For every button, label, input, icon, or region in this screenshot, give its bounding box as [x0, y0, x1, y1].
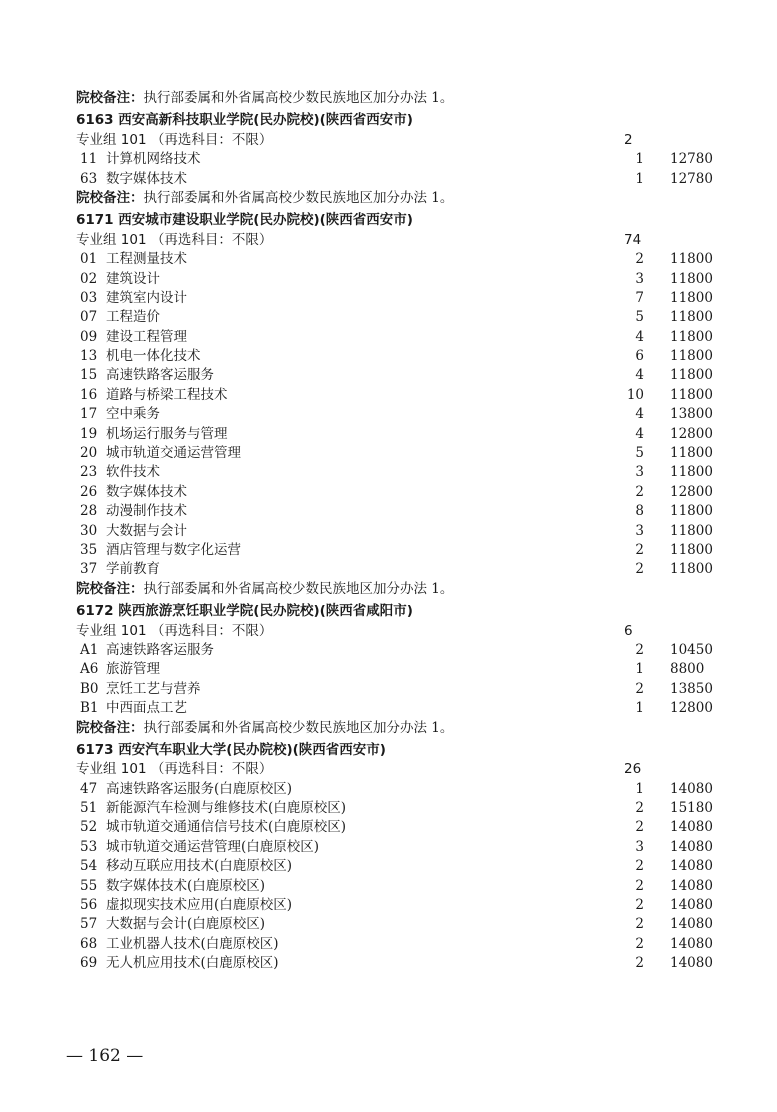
major-code: 68 — [80, 935, 98, 952]
tuition-fee: 12780 — [670, 151, 713, 168]
major-code: 19 — [80, 425, 98, 442]
tuition-fee: 12800 — [670, 483, 713, 500]
group-label: 专业组 101 （再选科目：不限） — [76, 131, 273, 148]
tuition-fee: 11800 — [670, 348, 713, 365]
major-row — [0, 250, 777, 269]
major-code: A1 — [80, 641, 99, 658]
plan-count: 5 — [635, 309, 644, 326]
major-row — [0, 935, 777, 954]
plan-count: 2 — [635, 800, 644, 817]
major-code: 63 — [80, 170, 98, 187]
tuition-fee: 11800 — [670, 386, 713, 403]
major-row — [0, 270, 777, 289]
major-name: 建筑设计 — [106, 270, 160, 287]
major-name: 动漫制作技术 — [106, 503, 187, 520]
major-row — [0, 541, 777, 560]
major-name: 烹饪工艺与营养 — [106, 680, 201, 697]
major-row — [0, 328, 777, 347]
major-group-header — [0, 231, 777, 250]
group-plan-count: 2 — [624, 131, 633, 148]
plan-count: 6 — [635, 348, 644, 365]
school-note — [0, 89, 777, 108]
school-note — [0, 189, 777, 208]
major-name: 旅游管理 — [106, 661, 160, 678]
tuition-fee: 8800 — [670, 661, 705, 678]
major-row — [0, 483, 777, 502]
major-name: 计算机网络技术 — [106, 151, 201, 168]
school-header: 6171 西安城市建设职业学院(民办院校)(陕西省西安市) — [76, 212, 413, 229]
major-row — [0, 641, 777, 660]
plan-count: 10 — [626, 386, 644, 403]
major-name: 机电一体化技术 — [106, 348, 201, 365]
tuition-fee: 11800 — [670, 289, 713, 306]
major-row — [0, 780, 777, 799]
major-row — [0, 660, 777, 679]
major-code: 51 — [80, 800, 98, 817]
tuition-fee: 14080 — [670, 935, 713, 952]
plan-count: 3 — [635, 270, 644, 287]
major-row — [0, 366, 777, 385]
major-row — [0, 289, 777, 308]
tuition-fee: 10450 — [670, 641, 713, 658]
major-name: 新能源汽车检测与维修技术(白鹿原校区) — [106, 800, 347, 817]
group-label: 专业组 101 （再选科目：不限） — [76, 622, 273, 639]
tuition-fee: 13800 — [670, 406, 713, 423]
major-row — [0, 170, 777, 189]
group-label: 专业组 101 （再选科目：不限） — [76, 231, 273, 248]
major-name: 移动互联应用技术(白鹿原校区) — [106, 858, 293, 875]
tuition-fee: 11800 — [670, 503, 713, 520]
major-code: 37 — [80, 561, 98, 578]
major-name: 城市轨道交通运营管理(白鹿原校区) — [106, 838, 320, 855]
major-code: 52 — [80, 819, 98, 836]
major-name: 高速铁路客运服务 — [106, 367, 214, 384]
tuition-fee: 11800 — [670, 309, 713, 326]
major-code: 16 — [80, 386, 98, 403]
plan-count: 2 — [635, 541, 644, 558]
tuition-fee: 11800 — [670, 561, 713, 578]
plan-count: 3 — [635, 464, 644, 481]
major-code: A6 — [80, 661, 99, 678]
tuition-fee: 12800 — [670, 700, 713, 717]
major-code: 13 — [80, 348, 98, 365]
major-code: 17 — [80, 406, 98, 423]
major-name: 虚拟现实技术应用(白鹿原校区) — [106, 897, 293, 914]
tuition-fee: 14080 — [670, 838, 713, 855]
tuition-fee: 11800 — [670, 522, 713, 539]
major-code: 69 — [80, 955, 98, 972]
plan-count: 2 — [635, 916, 644, 933]
plan-count: 8 — [635, 503, 644, 520]
plan-count: 2 — [635, 935, 644, 952]
tuition-fee: 14080 — [670, 955, 713, 972]
note-label: 院校备注： — [76, 719, 144, 736]
major-name: 道路与桥梁工程技术 — [106, 386, 228, 403]
tuition-fee: 11800 — [670, 464, 713, 481]
major-code: 53 — [80, 838, 98, 855]
major-row — [0, 386, 777, 405]
tuition-fee: 14080 — [670, 897, 713, 914]
major-name: 高速铁路客运服务 — [106, 641, 214, 658]
major-name: 大数据与会计 — [106, 522, 187, 539]
major-name: 数字媒体技术(白鹿原校区) — [106, 877, 266, 894]
major-code: 30 — [80, 522, 98, 539]
tuition-fee: 11800 — [670, 445, 713, 462]
major-name: 工业机器人技术(白鹿原校区) — [106, 935, 279, 952]
major-row — [0, 680, 777, 699]
major-row — [0, 522, 777, 541]
plan-count: 1 — [635, 700, 644, 717]
tuition-fee: 14080 — [670, 877, 713, 894]
tuition-fee: 11800 — [670, 367, 713, 384]
plan-count: 4 — [635, 367, 644, 384]
major-code: 20 — [80, 445, 98, 462]
plan-count: 1 — [635, 170, 644, 187]
major-group-header — [0, 622, 777, 641]
tuition-fee: 11800 — [670, 251, 713, 268]
tuition-fee: 14080 — [670, 819, 713, 836]
group-label: 专业组 101 （再选科目：不限） — [76, 761, 273, 778]
group-plan-count: 6 — [624, 622, 633, 639]
major-code: B1 — [80, 700, 99, 717]
plan-count: 2 — [635, 819, 644, 836]
major-code: 57 — [80, 916, 98, 933]
major-name: 建设工程管理 — [106, 328, 187, 345]
major-row — [0, 857, 777, 876]
plan-count: 4 — [635, 328, 644, 345]
major-name: 数字媒体技术 — [106, 170, 187, 187]
plan-count: 2 — [635, 561, 644, 578]
school-note — [0, 580, 777, 599]
note-label: 院校备注： — [76, 90, 144, 106]
admission-listing — [0, 89, 777, 974]
major-row — [0, 308, 777, 327]
plan-count: 2 — [635, 897, 644, 914]
major-row — [0, 915, 777, 934]
major-name: 学前教育 — [106, 561, 160, 578]
major-name: 建筑室内设计 — [106, 289, 187, 306]
major-row — [0, 405, 777, 424]
major-name: 城市轨道交通通信信号技术(白鹿原校区) — [106, 819, 347, 836]
major-row — [0, 896, 777, 915]
major-name: 软件技术 — [106, 464, 160, 481]
major-code: B0 — [80, 680, 99, 697]
major-code: 47 — [80, 780, 98, 797]
plan-count: 4 — [635, 425, 644, 442]
major-name: 工程测量技术 — [106, 251, 187, 268]
plan-count: 2 — [635, 955, 644, 972]
tuition-fee: 11800 — [670, 270, 713, 287]
major-code: 03 — [80, 289, 98, 306]
major-code: 09 — [80, 328, 98, 345]
major-code: 07 — [80, 309, 98, 326]
plan-count: 1 — [635, 780, 644, 797]
major-name: 工程造价 — [106, 309, 160, 326]
major-code: 56 — [80, 897, 98, 914]
group-plan-count: 26 — [624, 761, 642, 778]
major-name: 城市轨道交通运营管理 — [106, 445, 241, 462]
plan-count: 5 — [635, 445, 644, 462]
major-row — [0, 954, 777, 973]
major-code: 55 — [80, 877, 98, 894]
plan-count: 2 — [635, 483, 644, 500]
plan-count: 4 — [635, 406, 644, 423]
major-code: 26 — [80, 483, 98, 500]
major-row — [0, 877, 777, 896]
major-code: 54 — [80, 858, 98, 875]
plan-count: 2 — [635, 858, 644, 875]
major-row — [0, 502, 777, 521]
plan-count: 7 — [635, 289, 644, 306]
note-text: 执行部委属和外省属高校少数民族地区加分办法 1。 — [143, 580, 454, 597]
note-text: 执行部委属和外省属高校少数民族地区加分办法 1。 — [143, 719, 454, 736]
major-code: 01 — [80, 251, 98, 268]
major-code: 23 — [80, 464, 98, 481]
note-text: 执行部委属和外省属高校少数民族地区加分办法 1。 — [143, 90, 454, 106]
major-row — [0, 818, 777, 837]
major-row — [0, 463, 777, 482]
major-row — [0, 799, 777, 818]
major-code: 28 — [80, 503, 98, 520]
note-text: 执行部委属和外省属高校少数民族地区加分办法 1。 — [143, 189, 454, 206]
major-name: 机场运行服务与管理 — [106, 425, 228, 442]
plan-count: 2 — [635, 641, 644, 658]
major-name: 酒店管理与数字化运营 — [106, 541, 241, 558]
school-header: 6172 陕西旅游烹饪职业学院(民办院校)(陕西省咸阳市) — [76, 603, 413, 620]
page-number: — 162 — — [66, 1046, 144, 1066]
plan-count: 3 — [635, 838, 644, 855]
tuition-fee: 15180 — [670, 800, 713, 817]
note-label: 院校备注： — [76, 189, 144, 206]
major-row — [0, 425, 777, 444]
school-header: 6163 西安高新科技职业学院(民办院校)(陕西省西安市) — [76, 112, 413, 129]
tuition-fee: 14080 — [670, 858, 713, 875]
tuition-fee: 12780 — [670, 170, 713, 187]
major-code: 02 — [80, 270, 98, 287]
tuition-fee: 14080 — [670, 916, 713, 933]
tuition-fee: 14080 — [670, 780, 713, 797]
major-row — [0, 699, 777, 718]
group-plan-count: 74 — [624, 231, 642, 248]
major-name: 中西面点工艺 — [106, 700, 187, 717]
major-name: 数字媒体技术 — [106, 483, 187, 500]
plan-count: 2 — [635, 877, 644, 894]
major-row — [0, 444, 777, 463]
plan-count: 2 — [635, 680, 644, 697]
tuition-fee: 12800 — [670, 425, 713, 442]
major-group-header — [0, 760, 777, 779]
major-name: 大数据与会计(白鹿原校区) — [106, 916, 266, 933]
major-name: 无人机应用技术(白鹿原校区) — [106, 955, 279, 972]
major-row — [0, 150, 777, 169]
major-code: 35 — [80, 541, 98, 558]
major-row — [0, 347, 777, 366]
major-group-header — [0, 131, 777, 150]
tuition-fee: 11800 — [670, 328, 713, 345]
major-name: 空中乘务 — [106, 406, 160, 423]
plan-count: 1 — [635, 661, 644, 678]
plan-count: 2 — [635, 251, 644, 268]
major-row — [0, 560, 777, 579]
major-row — [0, 838, 777, 857]
tuition-fee: 13850 — [670, 680, 713, 697]
school-note — [0, 719, 777, 738]
plan-count: 3 — [635, 522, 644, 539]
major-name: 高速铁路客运服务(白鹿原校区) — [106, 780, 293, 797]
major-code: 11 — [80, 151, 98, 168]
note-label: 院校备注： — [76, 580, 144, 597]
plan-count: 1 — [635, 151, 644, 168]
tuition-fee: 11800 — [670, 541, 713, 558]
major-code: 15 — [80, 367, 98, 384]
school-header: 6173 西安汽车职业大学(民办院校)(陕西省西安市) — [76, 741, 386, 758]
